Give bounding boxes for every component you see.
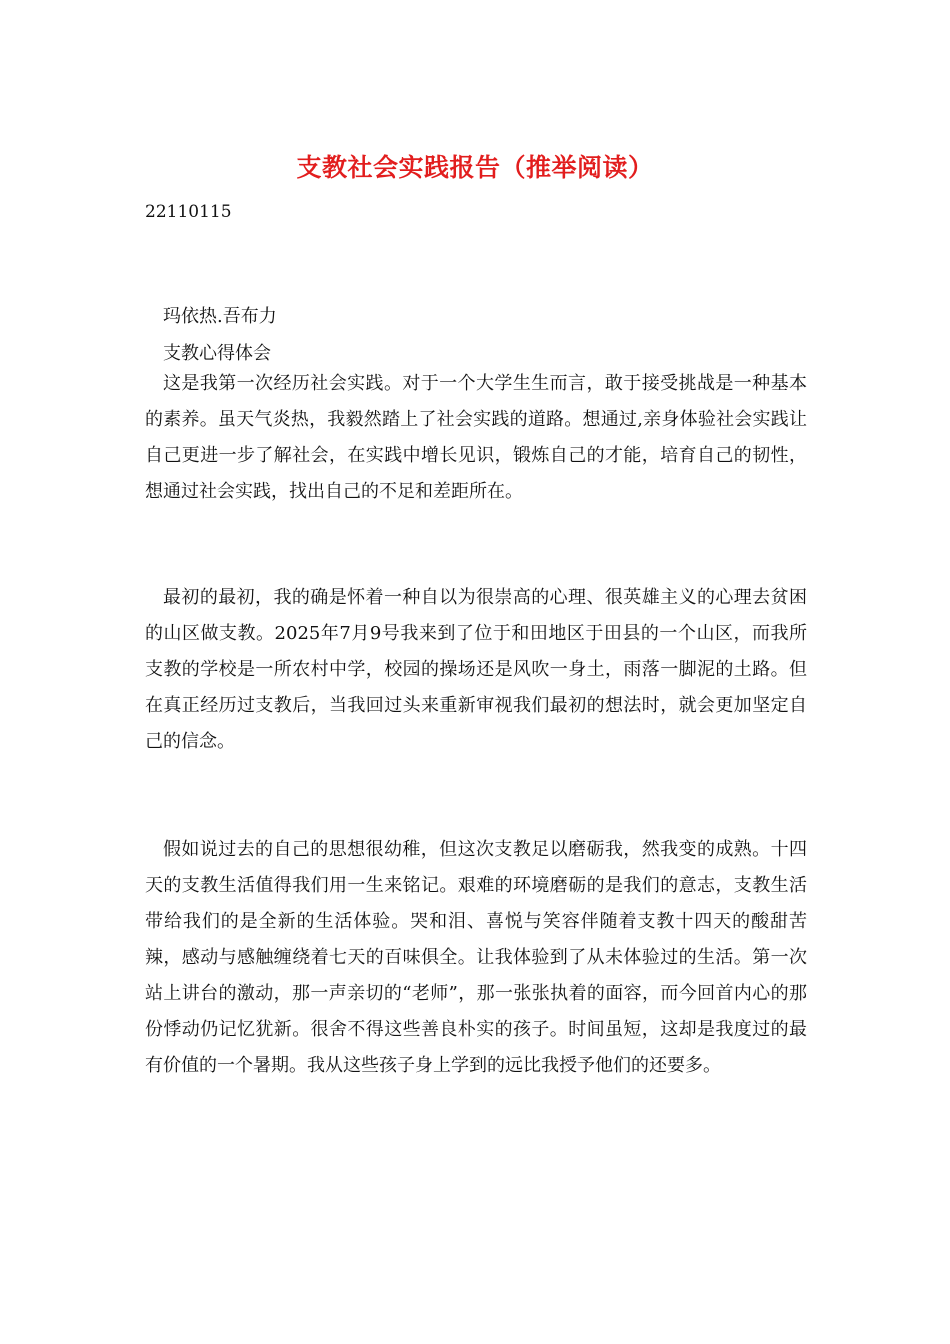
paragraph-3: 假如说过去的自己的思想很幼稚，但这次支教足以磨砺我，然我变的成熟。十四天的支教生活值得我们用一生来铭记。艰难的环境磨砺的是我们的意志，支教生活带给我们的是全新的生活体验。哭和泪、喜悦与笑容伴随着支教十四天的酸甜苦辣，感动与感触缠绕着七天的百味俱全。让我体验到了从未体验过的生活。第一次站上讲台的激动，那一声亲切的“老师”，那一张张执着的面容，而今回首内心的那份悸动仍记忆犹新。很舍不得这些善良朴实的孩子。时间虽短，这却是我度过的最有价值的一个暑期。我从这些孩子身上学到的远比我授予他们的还要多。 bbox=[145, 839, 807, 1076]
document-number: 22110115 bbox=[145, 202, 232, 222]
document-title: 支教社会实践报告（推举阅读） bbox=[296, 153, 654, 182]
paragraph-1: 这是我第一次经历社会实践。对于一个大学生生而言，敢于接受挑战是一种基本的素养。虽天气炎热，我毅然踏上了社会实践的道路。想通过,亲身体验社会实践让自己更进一步了解社会，在实践中增长见识，锻炼自己的才能，培育自己的韧性，想通过社会实践，找出自己的不足和差距所在。 bbox=[145, 373, 807, 502]
document-subtitle: 支教心得体会 bbox=[163, 343, 271, 364]
paragraph-2: 最初的最初，我的确是怀着一种自以为很崇高的心理、很英雄主义的心理去贫困的山区做支教。2025年7月9号我来到了位于和田地区于田县的一个山区，而我所支教的学校是一所农村中学，校园的操场还是风吹一身土，雨落一脚泥的土路。但在真正经历过支教后，当我回过头来重新审视我们最初的想法时，就会更加坚定自己的信念。 bbox=[145, 587, 807, 752]
author-name: 玛依热.吾布力 bbox=[163, 306, 277, 327]
